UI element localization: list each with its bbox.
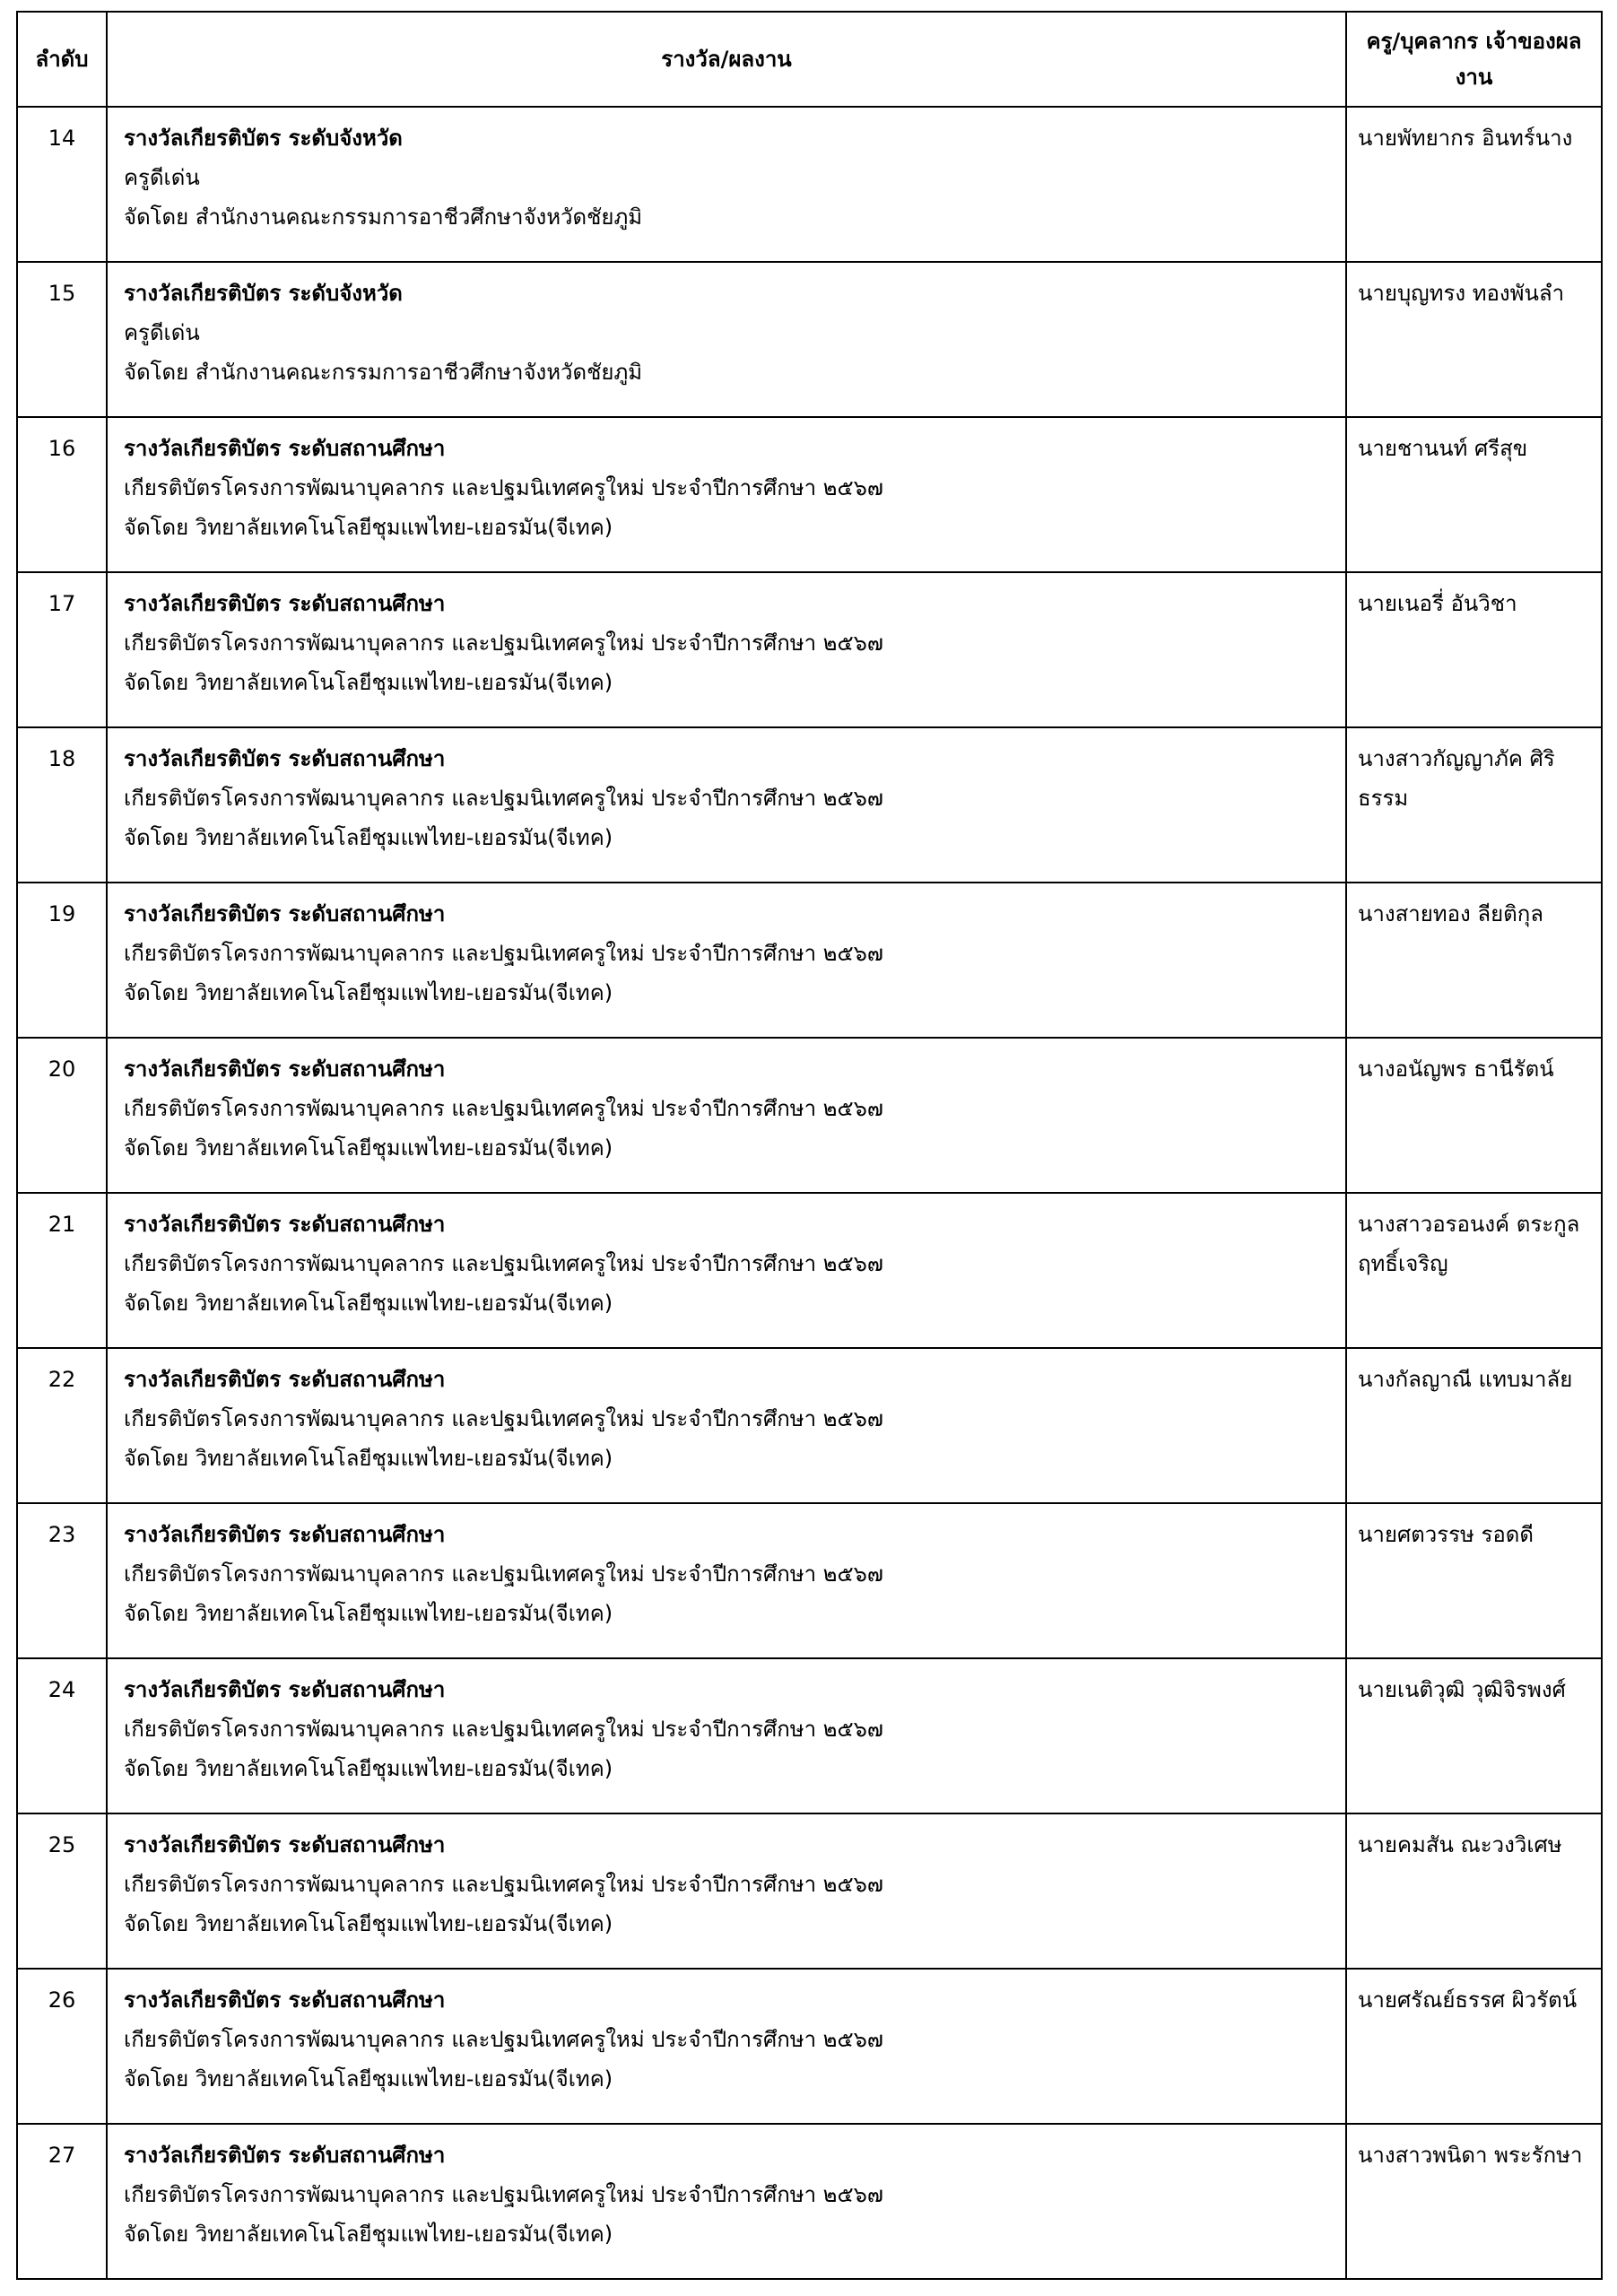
award-title: รางวัลเกียรติบัตร ระดับสถานศึกษา [124, 1212, 446, 1237]
table-row [17, 1193, 1602, 1348]
awards-table [16, 11, 1603, 2280]
row-number: 21 [17, 1193, 107, 1348]
owner-name: นางสาวกัญญาภัค ศิริธรรม [1346, 727, 1602, 883]
owner-name: นางสายทอง ลียติกุล [1346, 883, 1602, 1038]
award-organizer: จัดโดย วิทยาลัยเทคโนโลยีชุมแพไทย-เยอรมัน(จีเทค) [124, 980, 613, 1005]
row-number: 14 [17, 107, 107, 262]
award-organizer: จัดโดย วิทยาลัยเทคโนโลยีชุมแพไทย-เยอรมัน(จีเทค) [124, 2222, 613, 2247]
table-row [17, 1969, 1602, 2124]
award-cell [107, 417, 1346, 572]
table-row [17, 262, 1602, 417]
award-detail: เกียรติบัตรโครงการพัฒนาบุคลากร และปฐมนิเทศครูใหม่ ประจำปีการศึกษา ๒๕๖๗ [124, 786, 883, 811]
award-cell [107, 1969, 1346, 2124]
award-title: รางวัลเกียรติบัตร ระดับสถานศึกษา [124, 591, 446, 616]
header-row [17, 12, 1602, 107]
award-cell [107, 883, 1346, 1038]
award-organizer: จัดโดย วิทยาลัยเทคโนโลยีชุมแพไทย-เยอรมัน(จีเทค) [124, 1756, 613, 1781]
owner-name: นายชานนท์ ศรีสุข [1346, 417, 1602, 572]
document-page [16, 11, 1601, 2280]
owner-name: นายเนอรี่ อันวิชา [1346, 572, 1602, 727]
owner-name: นายศตวรรษ รอดดี [1346, 1503, 1602, 1658]
award-detail: ครูดีเด่น [124, 165, 200, 190]
award-detail: เกียรติบัตรโครงการพัฒนาบุคลากร และปฐมนิเทศครูใหม่ ประจำปีการศึกษา ๒๕๖๗ [124, 1717, 883, 1742]
owner-name: นายบุญทรง ทองพันลำ [1346, 262, 1602, 417]
row-number: 16 [17, 417, 107, 572]
owner-name: นางสาวพนิดา พระรักษา [1346, 2124, 1602, 2279]
owner-name: นายคมสัน ณะวงวิเศษ [1346, 1813, 1602, 1969]
award-detail: เกียรติบัตรโครงการพัฒนาบุคลากร และปฐมนิเทศครูใหม่ ประจำปีการศึกษา ๒๕๖๗ [124, 1406, 883, 1431]
row-number: 15 [17, 262, 107, 417]
table-row [17, 417, 1602, 572]
award-cell [107, 1503, 1346, 1658]
header-number: ลำดับ [17, 12, 107, 107]
row-number: 22 [17, 1348, 107, 1503]
award-organizer: จัดโดย วิทยาลัยเทคโนโลยีชุมแพไทย-เยอรมัน(จีเทค) [124, 515, 613, 540]
award-title: รางวัลเกียรติบัตร ระดับสถานศึกษา [124, 436, 446, 461]
table-row [17, 572, 1602, 727]
table-row [17, 1348, 1602, 1503]
award-detail: เกียรติบัตรโครงการพัฒนาบุคลากร และปฐมนิเทศครูใหม่ ประจำปีการศึกษา ๒๕๖๗ [124, 631, 883, 656]
table-row [17, 1503, 1602, 1658]
header-owner: ครู/บุคลากร เจ้าของผลงาน [1346, 12, 1602, 107]
award-title: รางวัลเกียรติบัตร ระดับสถานศึกษา [124, 1057, 446, 1082]
row-number: 24 [17, 1658, 107, 1813]
award-organizer: จัดโดย วิทยาลัยเทคโนโลยีชุมแพไทย-เยอรมัน(จีเทค) [124, 1446, 613, 1471]
owner-name: นายศรัณย์ธรรศ ผิวรัตน์ [1346, 1969, 1602, 2124]
award-detail: เกียรติบัตรโครงการพัฒนาบุคลากร และปฐมนิเทศครูใหม่ ประจำปีการศึกษา ๒๕๖๗ [124, 475, 883, 500]
row-number: 25 [17, 1813, 107, 1969]
award-title: รางวัลเกียรติบัตร ระดับสถานศึกษา [124, 2143, 446, 2168]
award-organizer: จัดโดย สำนักงานคณะกรรมการอาชีวศึกษาจังหวัดชัยภูมิ [124, 360, 643, 385]
owner-name: นางกัลญาณี แทบมาลัย [1346, 1348, 1602, 1503]
award-organizer: จัดโดย วิทยาลัยเทคโนโลยีชุมแพไทย-เยอรมัน(จีเทค) [124, 1911, 613, 1936]
award-title: รางวัลเกียรติบัตร ระดับสถานศึกษา [124, 1367, 446, 1392]
award-cell [107, 262, 1346, 417]
award-cell [107, 572, 1346, 727]
award-title: รางวัลเกียรติบัตร ระดับสถานศึกษา [124, 1677, 446, 1702]
row-number: 19 [17, 883, 107, 1038]
table-row [17, 107, 1602, 262]
owner-name: นางสาวอรอนงค์ ตระกูลฤทธิ์เจริญ [1346, 1193, 1602, 1348]
award-detail: เกียรติบัตรโครงการพัฒนาบุคลากร และปฐมนิเทศครูใหม่ ประจำปีการศึกษา ๒๕๖๗ [124, 2182, 883, 2207]
award-title: รางวัลเกียรติบัตร ระดับสถานศึกษา [124, 1832, 446, 1857]
award-organizer: จัดโดย วิทยาลัยเทคโนโลยีชุมแพไทย-เยอรมัน(จีเทค) [124, 670, 613, 695]
award-cell [107, 1193, 1346, 1348]
award-organizer: จัดโดย วิทยาลัยเทคโนโลยีชุมแพไทย-เยอรมัน(จีเทค) [124, 1601, 613, 1626]
award-detail: เกียรติบัตรโครงการพัฒนาบุคลากร และปฐมนิเทศครูใหม่ ประจำปีการศึกษา ๒๕๖๗ [124, 1251, 883, 1276]
table-row [17, 1813, 1602, 1969]
award-title: รางวัลเกียรติบัตร ระดับสถานศึกษา [124, 1987, 446, 2013]
award-organizer: จัดโดย วิทยาลัยเทคโนโลยีชุมแพไทย-เยอรมัน(จีเทค) [124, 825, 613, 850]
award-cell [107, 2124, 1346, 2279]
row-number: 20 [17, 1038, 107, 1193]
row-number: 18 [17, 727, 107, 883]
row-number: 23 [17, 1503, 107, 1658]
owner-name: นายพัทยากร อินทร์นาง [1346, 107, 1602, 262]
award-organizer: จัดโดย วิทยาลัยเทคโนโลยีชุมแพไทย-เยอรมัน(จีเทค) [124, 1291, 613, 1316]
award-detail: เกียรติบัตรโครงการพัฒนาบุคลากร และปฐมนิเทศครูใหม่ ประจำปีการศึกษา ๒๕๖๗ [124, 1096, 883, 1121]
table-row [17, 2124, 1602, 2279]
award-organizer: จัดโดย วิทยาลัยเทคโนโลยีชุมแพไทย-เยอรมัน(จีเทค) [124, 1135, 613, 1161]
row-number: 17 [17, 572, 107, 727]
award-detail: เกียรติบัตรโครงการพัฒนาบุคลากร และปฐมนิเทศครูใหม่ ประจำปีการศึกษา ๒๕๖๗ [124, 1561, 883, 1587]
award-title: รางวัลเกียรติบัตร ระดับจังหวัด [124, 126, 403, 151]
award-cell [107, 1038, 1346, 1193]
award-detail: เกียรติบัตรโครงการพัฒนาบุคลากร และปฐมนิเทศครูใหม่ ประจำปีการศึกษา ๒๕๖๗ [124, 2027, 883, 2052]
table-row [17, 1658, 1602, 1813]
award-detail: เกียรติบัตรโครงการพัฒนาบุคลากร และปฐมนิเทศครูใหม่ ประจำปีการศึกษา ๒๕๖๗ [124, 1872, 883, 1897]
header-award: รางวัล/ผลงาน [107, 12, 1346, 107]
row-number: 27 [17, 2124, 107, 2279]
award-cell [107, 1348, 1346, 1503]
award-title: รางวัลเกียรติบัตร ระดับสถานศึกษา [124, 901, 446, 926]
owner-name: นางอนัญพร ธานีรัตน์ [1346, 1038, 1602, 1193]
award-detail: ครูดีเด่น [124, 320, 200, 345]
award-cell [107, 107, 1346, 262]
table-row [17, 727, 1602, 883]
row-number: 26 [17, 1969, 107, 2124]
award-cell [107, 1658, 1346, 1813]
table-row [17, 883, 1602, 1038]
award-organizer: จัดโดย วิทยาลัยเทคโนโลยีชุมแพไทย-เยอรมัน(จีเทค) [124, 2066, 613, 2092]
award-cell [107, 1813, 1346, 1969]
table-row [17, 1038, 1602, 1193]
award-title: รางวัลเกียรติบัตร ระดับสถานศึกษา [124, 746, 446, 771]
table-body [17, 107, 1602, 2279]
award-detail: เกียรติบัตรโครงการพัฒนาบุคลากร และปฐมนิเทศครูใหม่ ประจำปีการศึกษา ๒๕๖๗ [124, 941, 883, 966]
owner-name: นายเนติวุฒิ วุฒิจิรพงศ์ [1346, 1658, 1602, 1813]
award-organizer: จัดโดย สำนักงานคณะกรรมการอาชีวศึกษาจังหวัดชัยภูมิ [124, 204, 643, 230]
award-title: รางวัลเกียรติบัตร ระดับจังหวัด [124, 281, 403, 306]
award-cell [107, 727, 1346, 883]
award-title: รางวัลเกียรติบัตร ระดับสถานศึกษา [124, 1522, 446, 1547]
